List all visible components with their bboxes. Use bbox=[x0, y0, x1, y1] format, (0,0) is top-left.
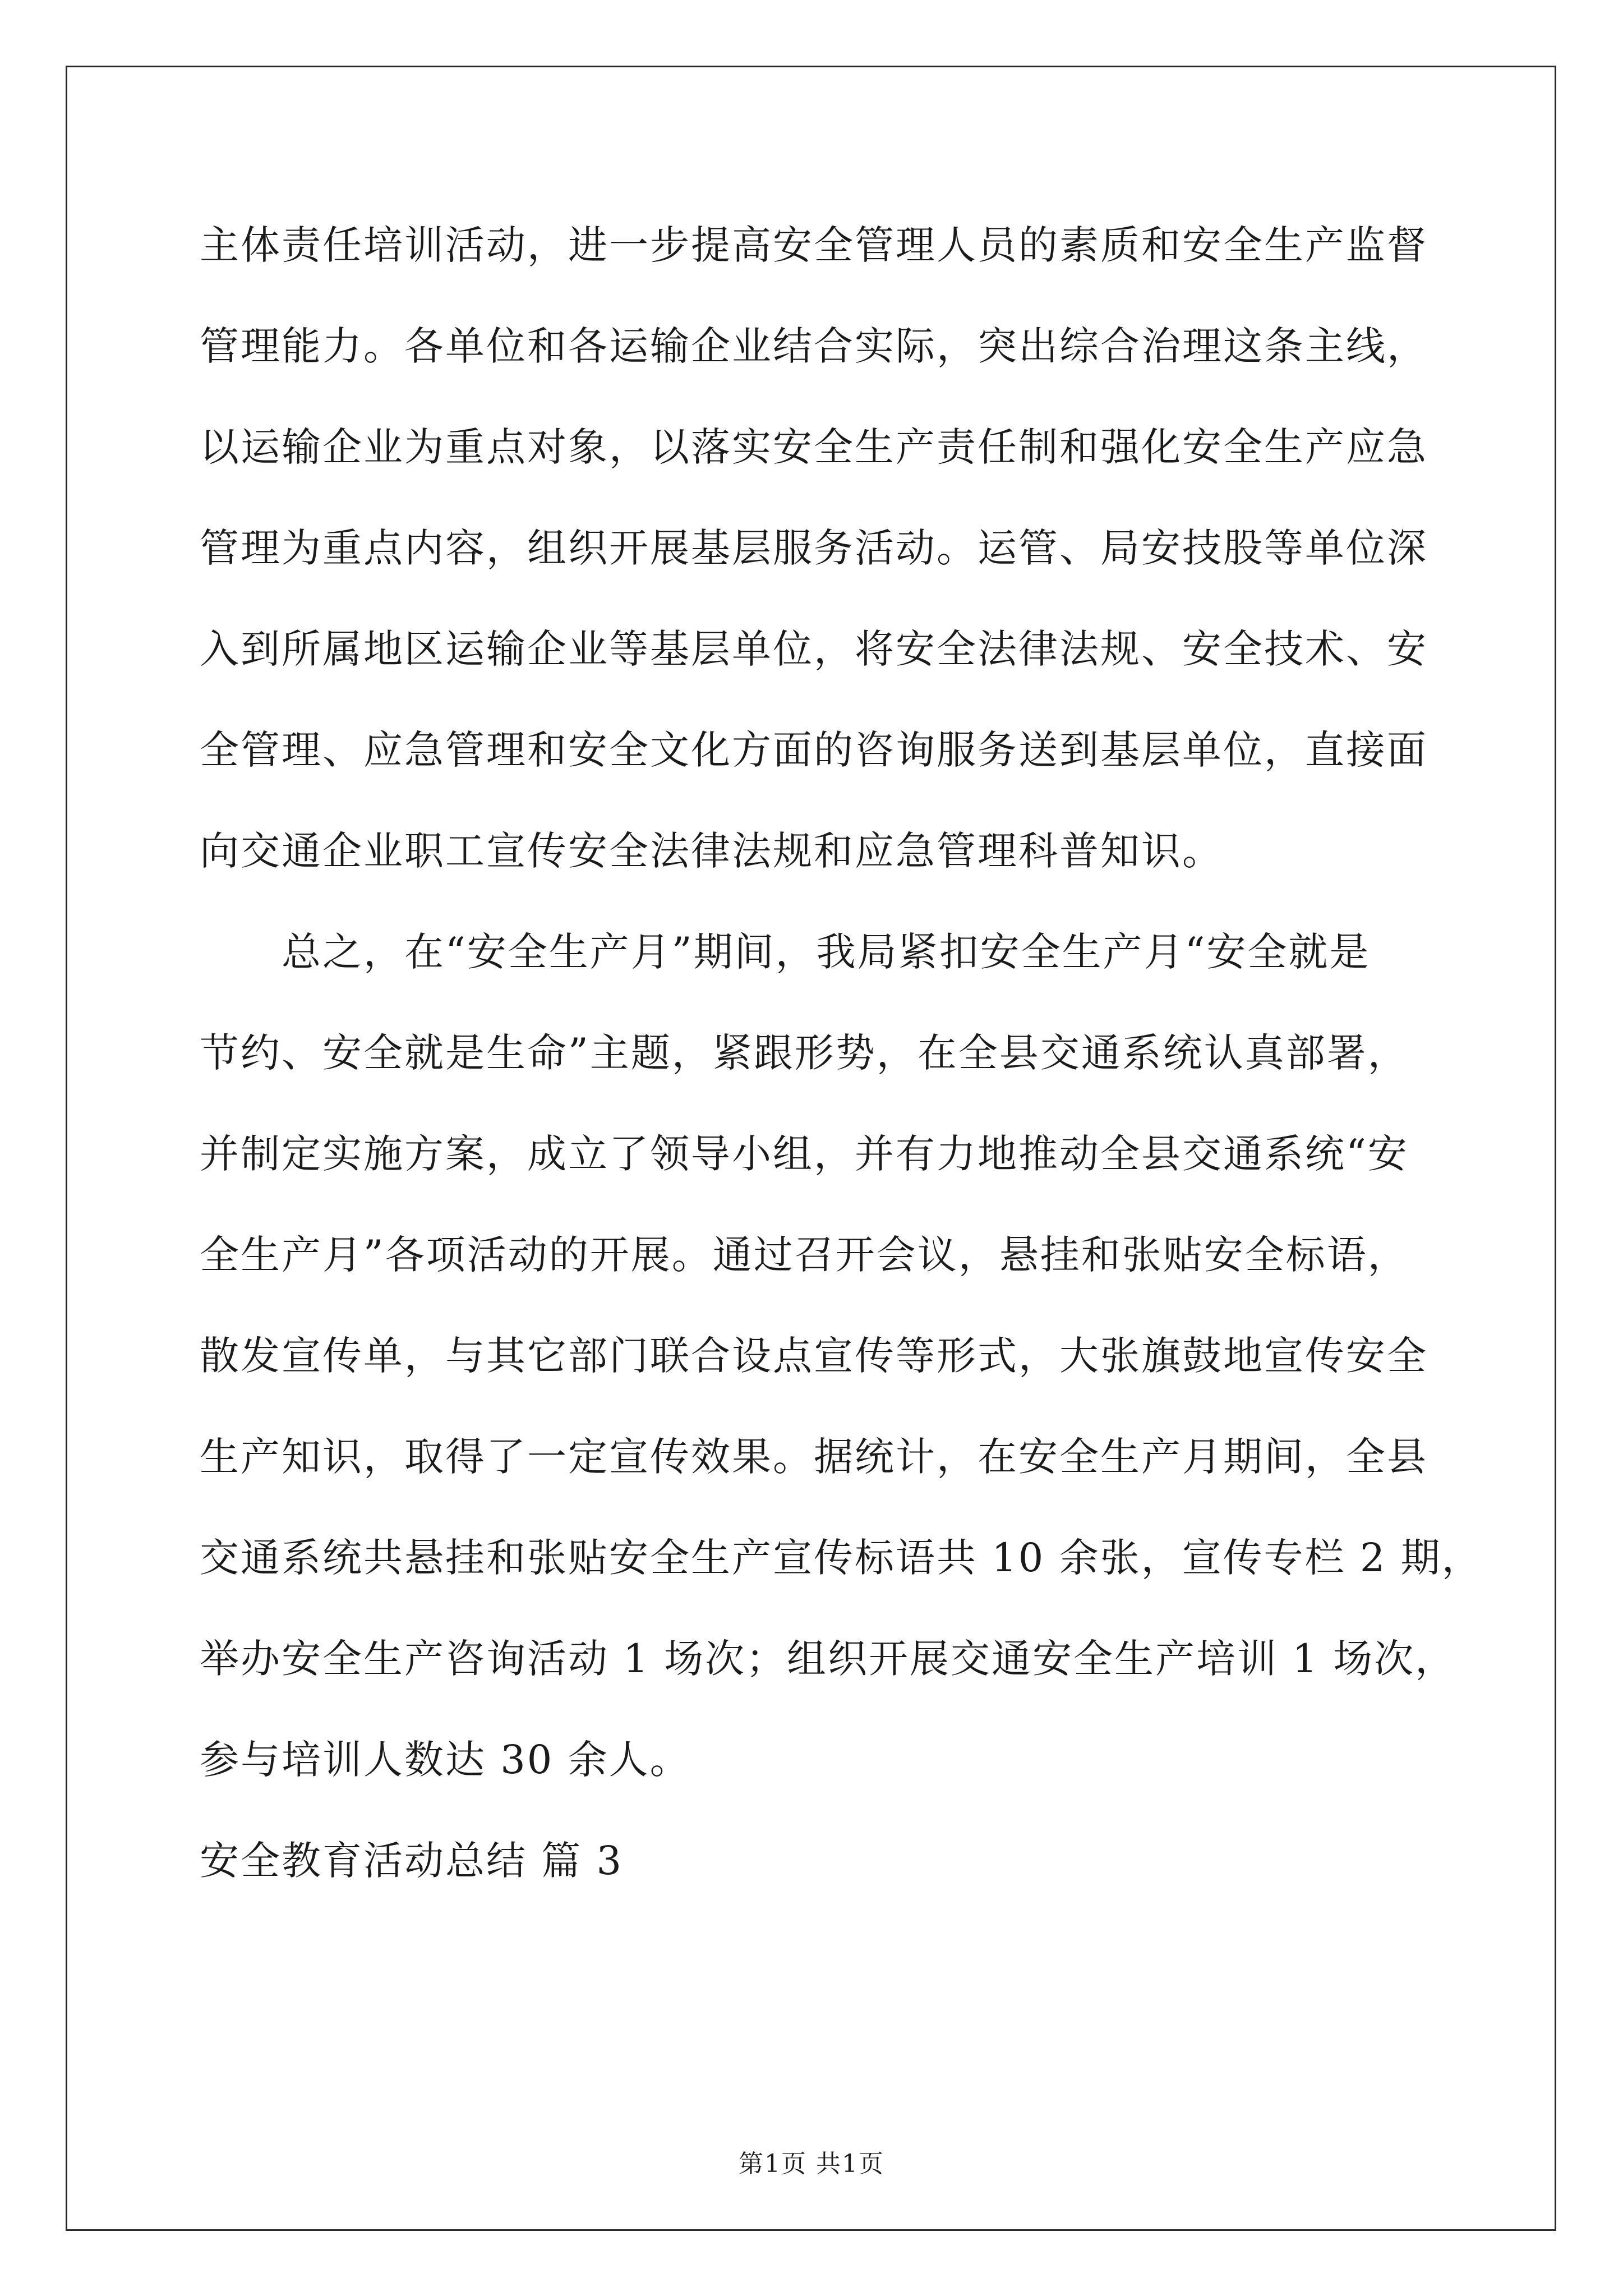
text-line: 生产知识，取得了一定宣传效果。据统计，在安全生产月期间，全县 bbox=[200, 1434, 1428, 1480]
section-heading: 安全教育活动总结 篇 3 bbox=[200, 1838, 624, 1884]
text-line: 向交通企业职工宣传安全法律法规和应急管理科普知识。 bbox=[200, 828, 1223, 874]
text-line: 并制定实施方案，成立了领导小组，并有力地推动全县交通系统“安 bbox=[200, 1131, 1409, 1177]
text-line: 主体责任培训活动，进一步提高安全管理人员的素质和安全生产监督 bbox=[200, 222, 1428, 268]
text-line: 交通系统共悬挂和张贴安全生产宣传标语共 10 余张，宣传专栏 2 期， bbox=[200, 1535, 1483, 1581]
text-line: 管理为重点内容，组织开展基层服务活动。运管、局安技股等单位深 bbox=[200, 525, 1428, 571]
text-line: 举办安全生产咨询活动 1 场次；组织开展交通安全生产培训 1 场次， bbox=[200, 1636, 1456, 1682]
text-line: 参与培训人数达 30 余人。 bbox=[200, 1737, 691, 1783]
text-line: 散发宣传单，与其它部门联合设点宣传等形式，大张旗鼓地宣传安全 bbox=[200, 1333, 1428, 1379]
text-line: 管理能力。各单位和各运输企业结合实际，突出综合治理这条主线， bbox=[200, 323, 1428, 369]
text-line: 总之，在“安全生产月”期间，我局紧扣安全生产月“安全就是 bbox=[200, 929, 1371, 975]
page-footer: 第1页 共1页 bbox=[739, 2150, 884, 2178]
text-line: 以运输企业为重点对象，以落实安全生产责任制和强化安全生产应急 bbox=[200, 424, 1428, 470]
text-line: 入到所属地区运输企业等基层单位，将安全法律法规、安全技术、安 bbox=[200, 626, 1428, 672]
text-line: 全生产月”各项活动的开展。通过召开会议，悬挂和张贴安全标语， bbox=[200, 1232, 1409, 1278]
text-line: 全管理、应急管理和安全文化方面的咨询服务送到基层单位，直接面 bbox=[200, 727, 1428, 773]
text-line: 节约、安全就是生命”主题，紧跟形势，在全县交通系统认真部署， bbox=[200, 1030, 1409, 1076]
